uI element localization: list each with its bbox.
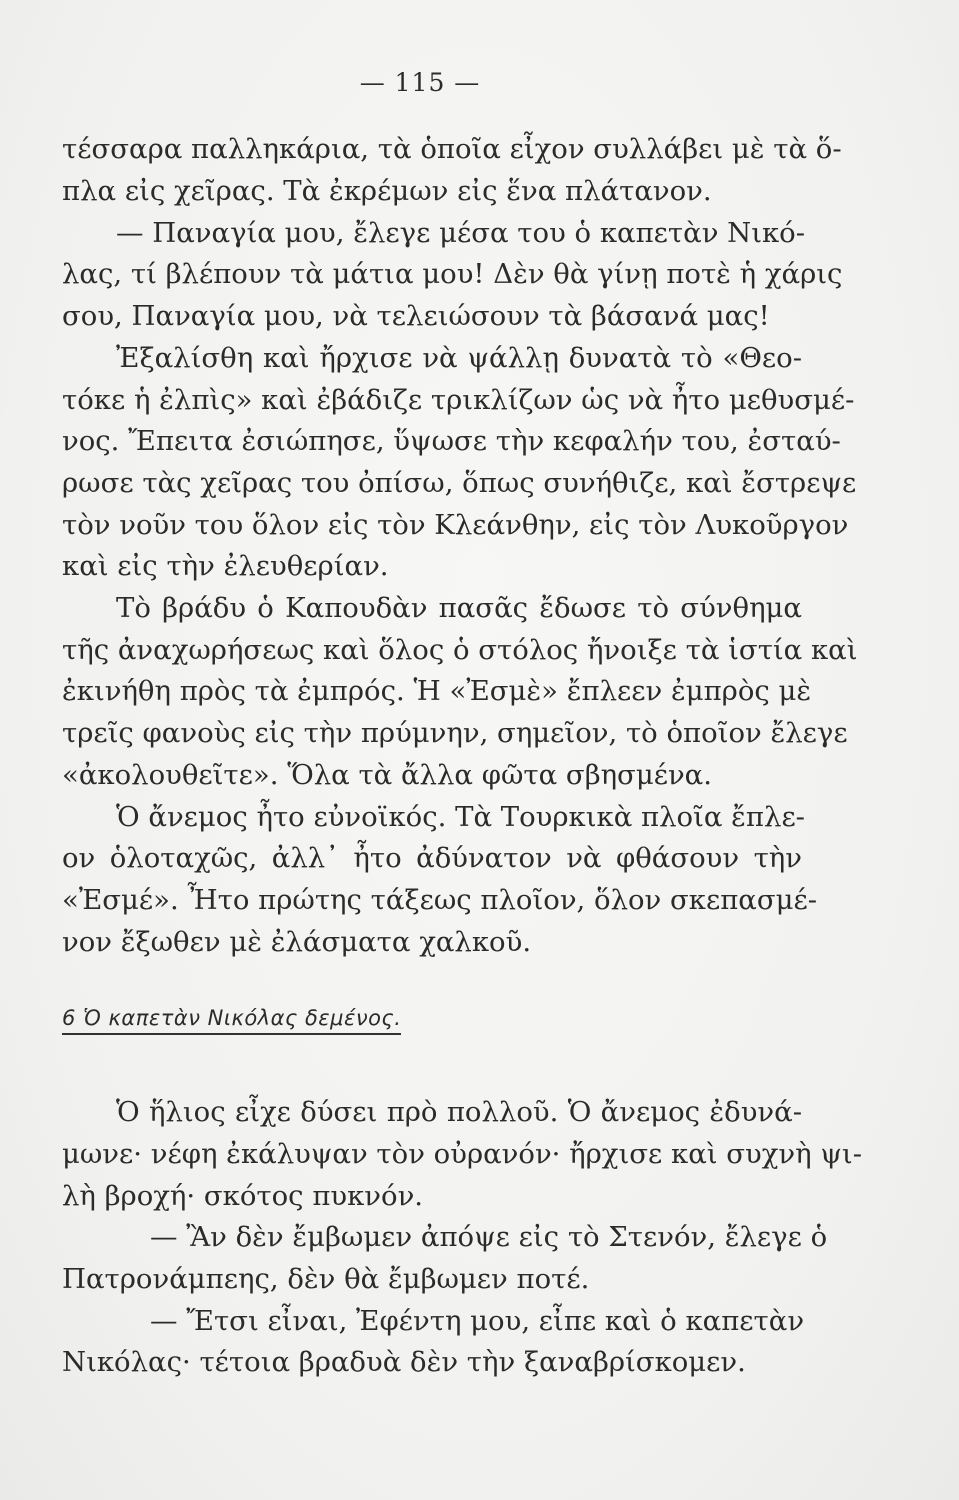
text-line: νον ἔξωθεν μὲ ἐλάσματα χαλκοῦ. (62, 926, 532, 958)
text-line: ἐκινήθη πρὸς τὰ ἐμπρός. Ἡ «Ἐσμὲ» ἔπλεεν ἐμπρὸς μὲ (62, 675, 812, 707)
text-line: τῆς ἀναχωρήσεως καὶ ὅλος ὁ στόλος ἤνοιξε τὰ ἱστία καὶ (62, 634, 858, 666)
text-line: Ἐξαλίσθη καὶ ἤρχισε νὰ ψάλλῃ δυνατὰ τὸ «Θεο- (116, 342, 802, 374)
text-line: ον ὁλοταχῶς, ἀλλ᾿ ἦτο ἀδύνατον νὰ φθάσουν τὴν (62, 842, 802, 874)
text-line: Νικόλας· τέτοια βραδυὰ δὲν τὴν ξαναβρίσκομεν. (62, 1346, 746, 1378)
text-line: «ἀκολουθεῖτε». Ὅλα τὰ ἄλλα φῶτα σβησμένα. (62, 759, 712, 791)
text-line: λας, τί βλέπουν τὰ μάτια μου! Δὲν θὰ γίνῃ ποτὲ ἡ χάρις (62, 258, 843, 290)
text-line: λὴ βροχή· σκότος πυκνόν. (62, 1180, 424, 1212)
text-line: Ὁ ἄνεμος ἦτο εὐνοϊκός. Τὰ Τουρκικὰ πλοῖα ἔπλε- (116, 801, 805, 833)
text-line: σου, Παναγία μου, νὰ τελειώσουν τὰ βάσανά μας! (62, 300, 770, 332)
text-line: «Ἐσμέ». Ἦτο πρώτης τάξεως πλοῖον, ὅλον σκεπασμέ- (62, 884, 818, 916)
text-line: Ὁ ἥλιος εἶχε δύσει πρὸ πολλοῦ. Ὁ ἄνεμος ἐδυνά- (116, 1096, 802, 1128)
text-line: — Παναγία μου, ἔλεγε μέσα του ὁ καπετὰν Νικό- (116, 217, 806, 249)
text-line: — Ἔτσι εἶναι, Ἐφέντη μου, εἶπε καὶ ὁ καπετὰν (150, 1305, 805, 1337)
text-line: πλα εἰς χεῖρας. Τὰ ἐκρέμων εἰς ἕνα πλάτανον. (62, 175, 712, 207)
section-heading: 6 Ὁ καπετὰν Νικόλας δεμένος. (62, 1006, 401, 1035)
text-line: Τὸ βράδυ ὁ Καπουδὰν πασᾶς ἔδωσε τὸ σύνθημα (116, 592, 802, 624)
text-line: Πατρονάμπεης, δὲν θὰ ἔμβωμεν ποτέ. (62, 1263, 590, 1295)
text-line: ρωσε τὰς χεῖρας του ὀπίσω, ὅπως συνήθιζε, καὶ ἔστρεψε (62, 467, 857, 499)
page-number: — 115 — (359, 68, 481, 97)
text-line: — Ἂν δὲν ἔμβωμεν ἀπόψε εἰς τὸ Στενόν, ἔλεγε ὁ (150, 1221, 828, 1253)
text-line: τέσσαρα παλληκάρια, τὰ ὁποῖα εἶχον συλλάβει μὲ τὰ ὅ- (62, 133, 842, 165)
text-line: τρεῖς φανοὺς εἰς τὴν πρύμνην, σημεῖον, τὸ ὁποῖον ἔλεγε (62, 717, 848, 749)
text-line: νος. Ἔπειτα ἐσιώπησε, ὕψωσε τὴν κεφαλήν του, ἐσταύ- (62, 425, 841, 457)
text-line: καὶ εἰς τὴν ἐλευθερίαν. (62, 550, 389, 582)
text-line: μωνε· νέφη ἐκάλυψαν τὸν οὐρανόν· ἤρχισε καὶ συχνὴ ψι- (62, 1138, 863, 1170)
text-line: τόκε ἡ ἐλπὶς» καὶ ἐβάδιζε τρικλίζων ὡς νὰ ἦτο μεθυσμέ- (62, 384, 855, 416)
text-line: τὸν νοῦν του ὅλον εἰς τὸν Κλεάνθην, εἰς τὸν Λυκοῦργον (62, 509, 849, 541)
